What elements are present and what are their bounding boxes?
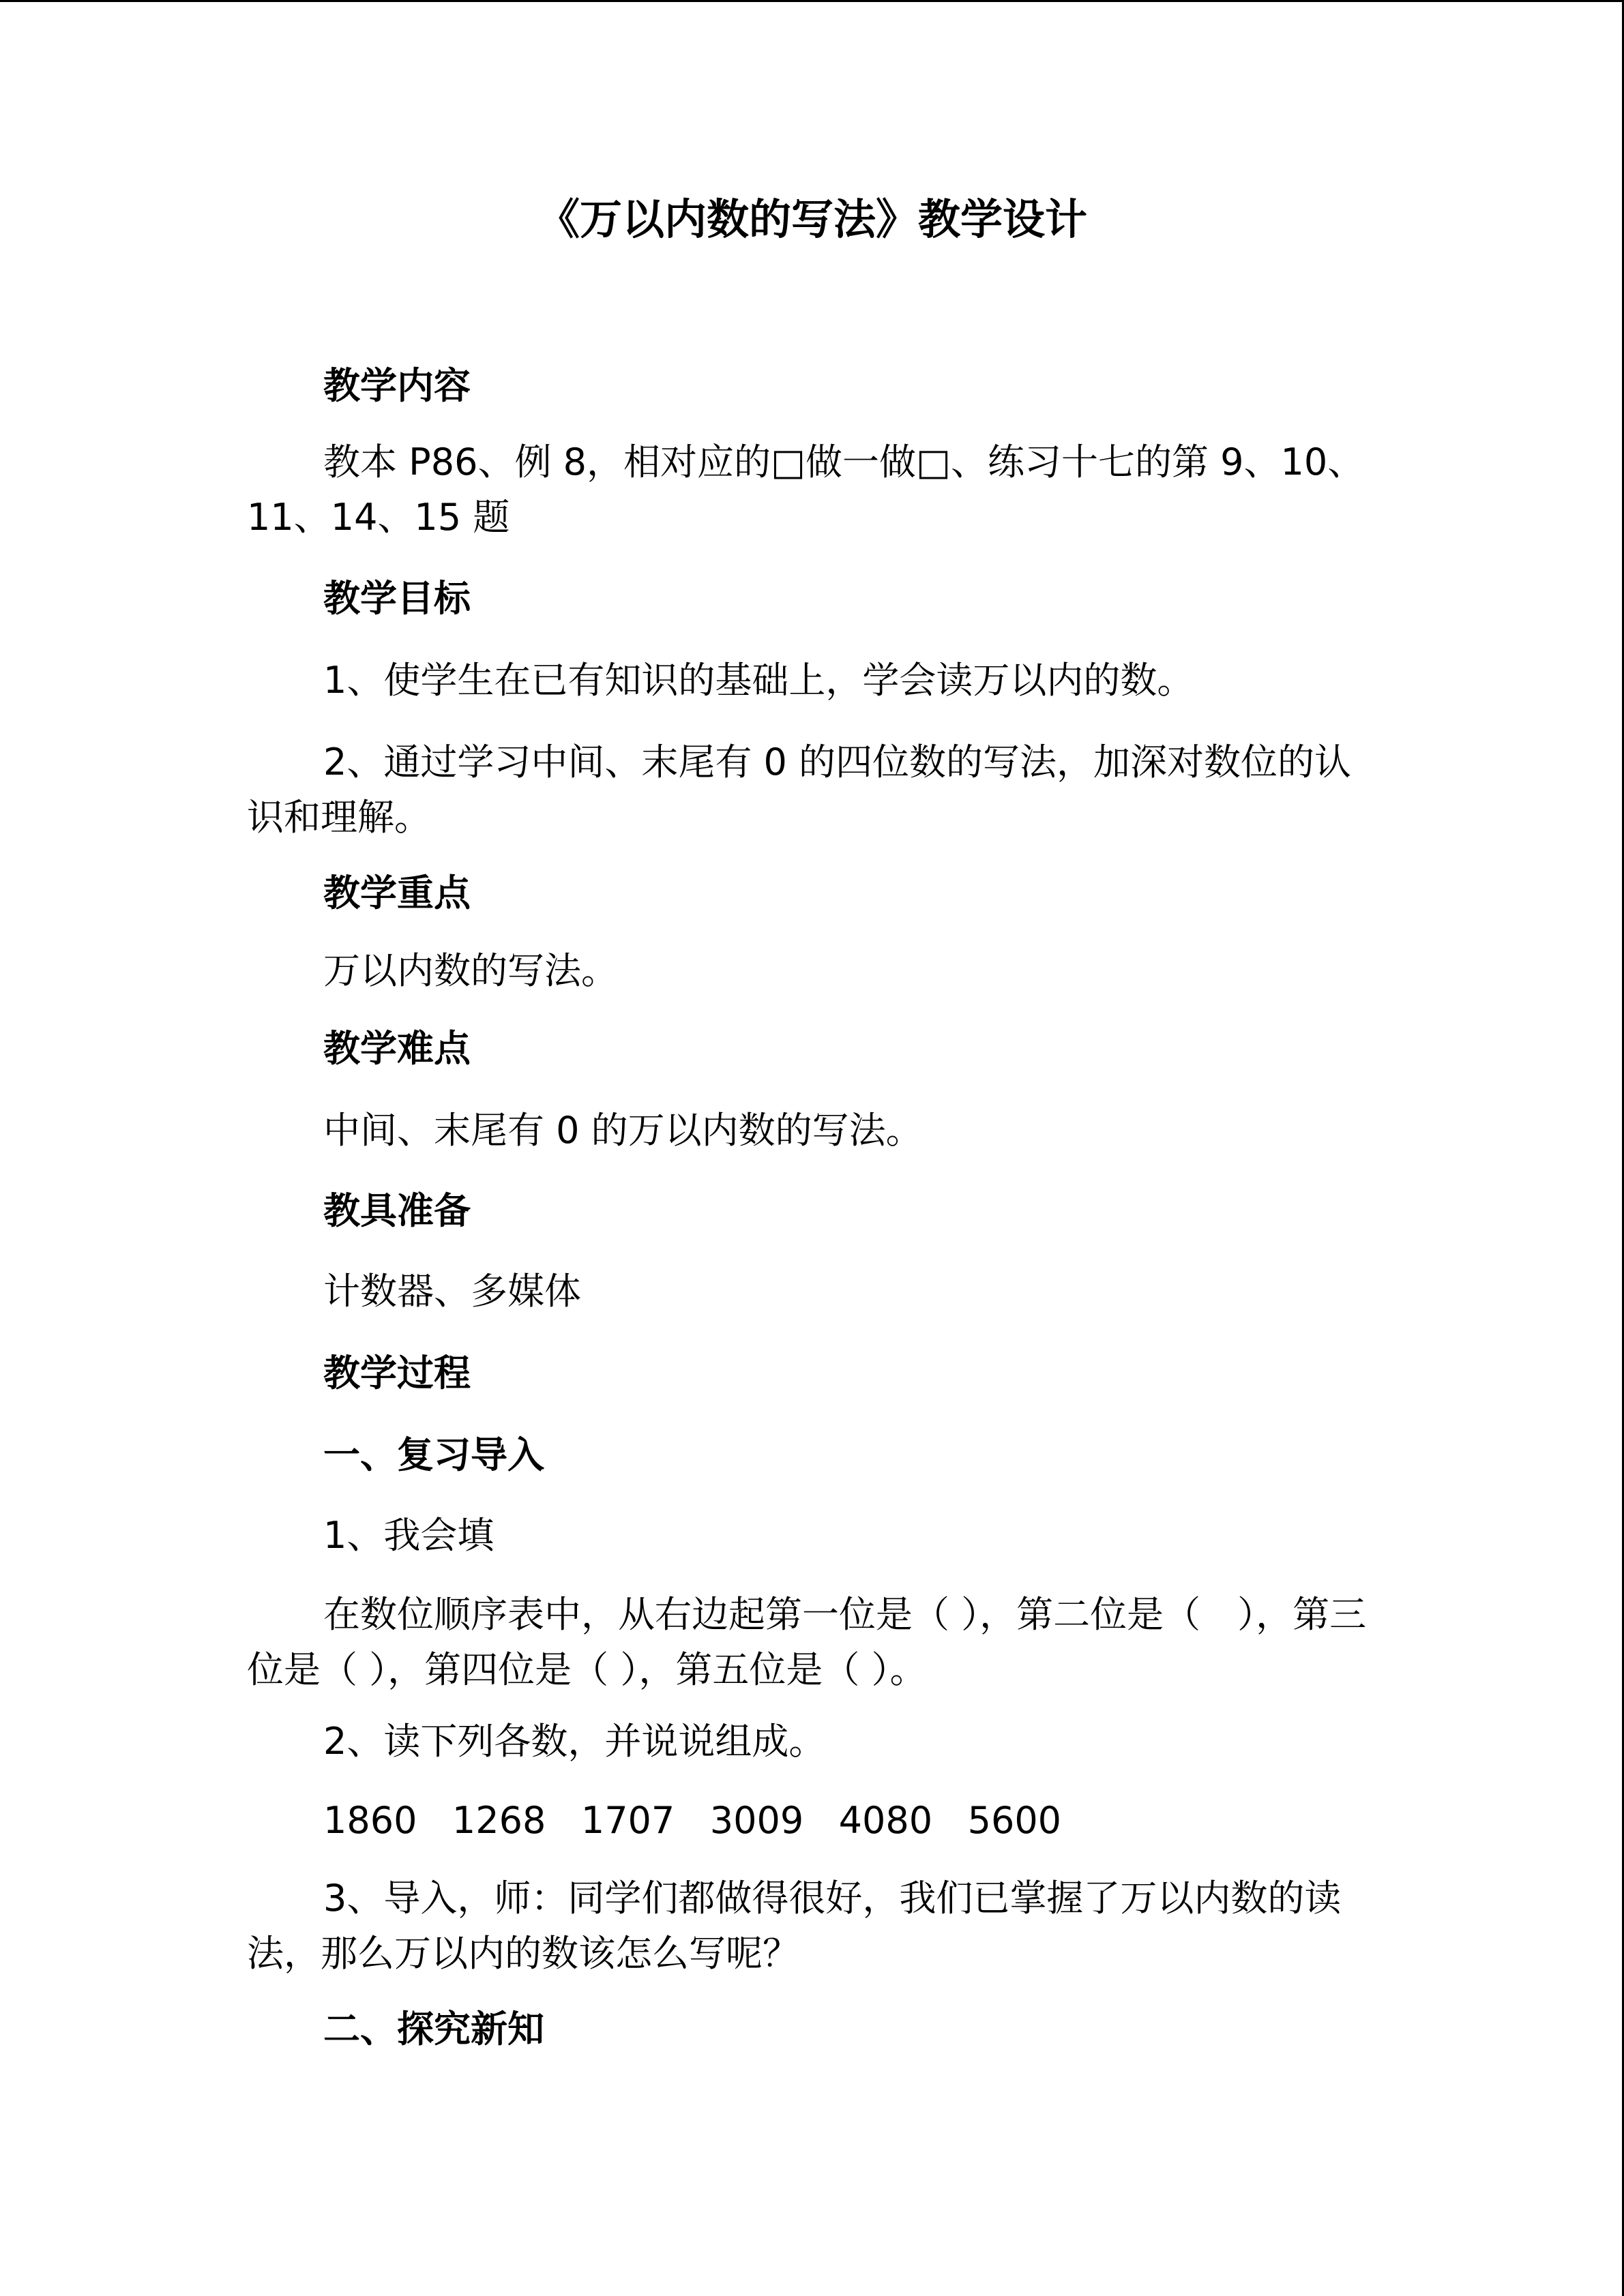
paragraph-goal-1: 1、使学生在已有知识的基础上，学会读万以内的数。 — [323, 659, 1194, 702]
heading-teaching-difficulty: 教学难点 — [323, 1027, 471, 1070]
heading-teaching-goals: 教学目标 — [323, 577, 471, 620]
heading-teaching-content: 教学内容 — [323, 364, 471, 407]
paragraph-review-3: 3、导入，师：同学们都做得很好，我们已掌握了万以内数的读法，那么万以内的数该怎么写呢？ — [247, 1877, 1342, 1975]
paragraph-place-value: 在数位顺序表中，从右边起第一位是（ ），第二位是（ ），第三位是（ ），第四位是（ ），第五位是（ ）。 — [247, 1593, 1367, 1691]
paragraph-review-1: 1、我会填 — [323, 1514, 494, 1557]
heading-explore-new: 二、探究新知 — [323, 2008, 544, 2051]
heading-teaching-focus: 教学重点 — [323, 871, 471, 914]
paragraph-teaching-tools: 计数器、多媒体 — [323, 1270, 581, 1313]
heading-review-intro: 一、复习导入 — [323, 1433, 544, 1476]
paragraph-review-2: 2、读下列各数，并说说组成。 — [323, 1720, 826, 1763]
paragraph-teaching-focus: 万以内数的写法。 — [323, 949, 618, 992]
paragraph-teaching-content: 教本 P86、例 8，相对应的□做一做□、练习十七的第 9、10、11、14、15 题 — [247, 441, 1365, 539]
heading-teaching-tools: 教具准备 — [323, 1189, 471, 1232]
number-list: 1860 1268 1707 3009 4080 5600 — [323, 1799, 1062, 1842]
paragraph-goal-2: 2、通过学习中间、末尾有 0 的四位数的写法，加深对数位的认识和理解。 — [247, 741, 1352, 839]
paragraph-teaching-difficulty: 中间、末尾有 0 的万以内数的写法。 — [323, 1109, 923, 1152]
heading-teaching-process: 教学过程 — [323, 1352, 471, 1395]
document-title: 《万以内数的写法》教学设计 — [537, 194, 1087, 244]
